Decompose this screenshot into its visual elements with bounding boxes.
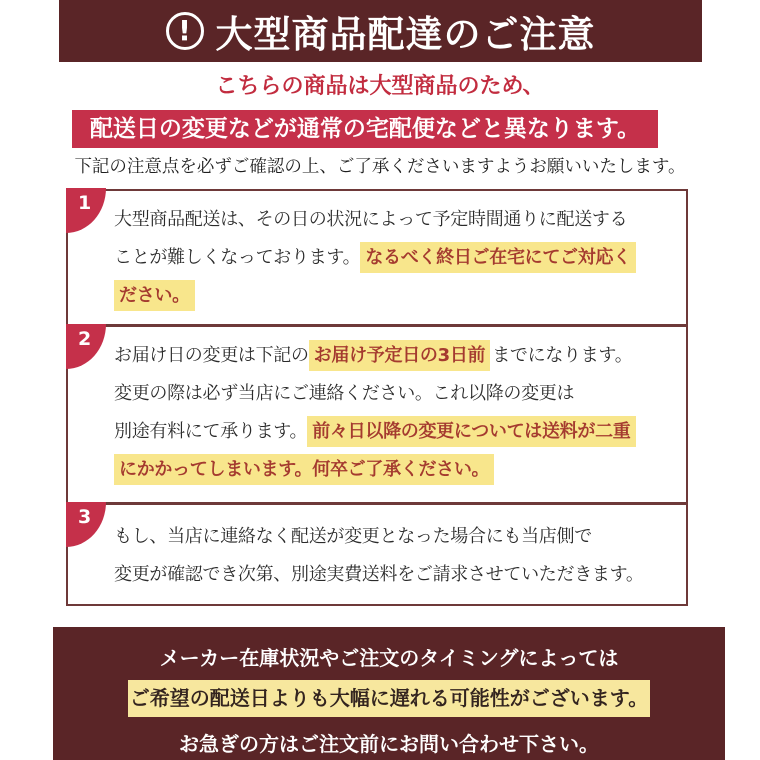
notice-item-1 [68, 191, 686, 324]
item-text-segment: 変更の際は必ず当店にご連絡ください。これ以降の変更は [114, 383, 575, 404]
notice-list [66, 189, 688, 606]
highlighted-text: お届け予定日の3日前 [309, 340, 491, 371]
header-banner [59, 0, 702, 62]
intro-line: こちらの商品は大型商品のため、 [215, 74, 545, 99]
item-text-segment: もし、当店に連絡なく配送が変更となった場合にも当店側で [114, 526, 592, 547]
footer-line-1: メーカー在庫状況やご注文のタイミングによっては [159, 646, 619, 670]
intro-highlight-bar: 配送日の変更などが通常の宅配便などと異なります。 [72, 110, 658, 148]
item-text-segment: 変更が確認でき次第、別途実費送料をご請求させていただきます。 [114, 564, 644, 585]
highlighted-text: ださい。 [114, 280, 195, 311]
page-title: 大型商品配達のご注意 [215, 13, 596, 56]
item-text-line [114, 518, 674, 556]
exclamation-glyph: ! [178, 14, 191, 47]
item-number-badge: 2 [66, 324, 106, 369]
confirmation-note: 下記の注意点を必ずご確認の上、ご了承くださいますようお願いいたします。 [74, 157, 686, 177]
footer-highlight-bar: ご希望の配送日よりも大幅に遅れる可能性がございます。 [128, 680, 650, 717]
item-number-badge: 1 [66, 188, 106, 233]
item-text-segment: 別途有料にて承ります。 [114, 421, 308, 442]
highlighted-text: なるべく終日ご在宅にてご対応く [360, 242, 636, 273]
footer-line-3: お急ぎの方はご注文前にお問い合わせ下さい。 [179, 732, 599, 756]
notice-item-2 [68, 324, 686, 502]
notice-item-3 [68, 502, 686, 604]
item-text-line [114, 337, 674, 375]
item-text-segment: お届け日の変更は下記の [114, 345, 309, 366]
item-text-line [114, 239, 674, 277]
item-text-line [114, 201, 674, 239]
footer-banner [53, 627, 725, 760]
item-text-line [114, 413, 674, 451]
exclamation-circle-icon [166, 12, 204, 50]
item-text-segment: 大型商品配送は、その日の状況によって予定時間通りに配送する [114, 209, 628, 230]
item-text-line [114, 451, 674, 489]
item-text-segment: までになります。 [492, 345, 633, 366]
item-text-line [114, 375, 674, 413]
item-number-badge: 3 [66, 502, 106, 547]
item-text-segment: ことが難しくなっております。 [114, 247, 361, 268]
highlighted-text: にかかってしまいます。何卒ご了承ください。 [114, 454, 494, 485]
highlighted-text: 前々日以降の変更については送料が二重 [307, 416, 635, 447]
item-text-line [114, 556, 674, 594]
item-text-line [114, 277, 674, 315]
